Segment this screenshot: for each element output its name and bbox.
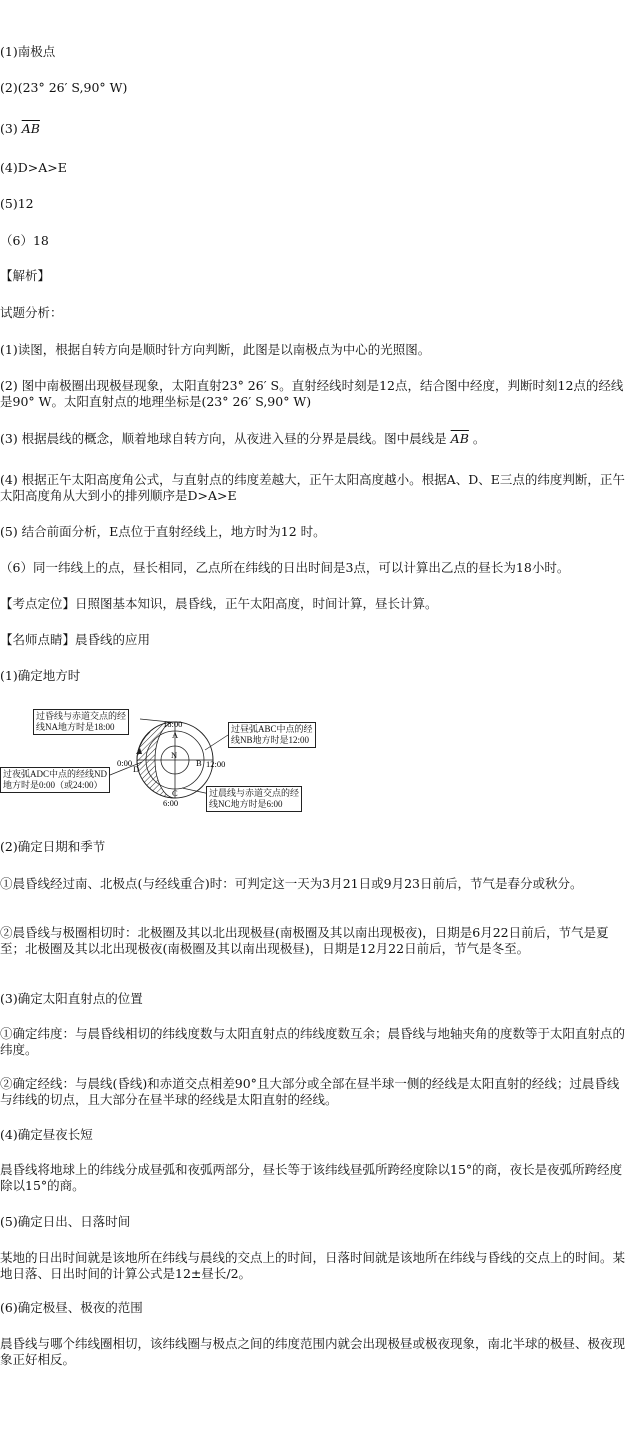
analysis-step-4: (4) 根据正午太阳高度角公式，与直射点的纬度差越大，正午太阳高度越小。根据A、D、E三点的纬度判断，正午太阳高度角从大到小的排列顺序是D>A>E bbox=[0, 472, 625, 503]
callout-na bbox=[33, 709, 129, 735]
answer-4: (4)D>A>E bbox=[0, 160, 67, 175]
callout-nd-line1: 过夜弧ADC中点的经线ND bbox=[3, 769, 108, 779]
analysis-step-3-arc: $\overline{AB}$ bbox=[450, 431, 469, 446]
analysis-intro: 试题分析： bbox=[0, 305, 63, 320]
time-0: 0:00 bbox=[117, 758, 133, 768]
topic-3-item-a: ①确定纬度：与晨昏线相切的纬线度数与太阳直射点的纬线度数互余；晨昏线与地轴夹角的度数等于太阳直射点的纬度。 bbox=[0, 1026, 626, 1057]
answer-3-arc: $\overline{AB}$ bbox=[21, 121, 40, 136]
callout-nc-line1: 过晨线与赤道交点的经 bbox=[209, 788, 300, 798]
topic-3-title: (3)确定太阳直射点的位置 bbox=[0, 991, 143, 1006]
point-c: C bbox=[172, 788, 178, 798]
answer-6: （6）18 bbox=[0, 233, 49, 248]
analysis-step-1: (1)读图，根据自转方向是顺时针方向判断，此图是以南极点为中心的光照图。 bbox=[0, 342, 431, 357]
terminator-diagram bbox=[0, 700, 320, 818]
time-18: 18:00 bbox=[163, 719, 183, 729]
kaodian-line: 【考点定位】日照图基本知识，晨昏线，正午太阳高度，时间计算，昼长计算。 bbox=[0, 596, 438, 611]
topic-2-item-a: ①晨昏线经过南、北极点(与经线重合)时：可判定这一天为3月21日或9月23日前后，节气是春分或秋分。 bbox=[0, 876, 583, 891]
topic-4-title: (4)确定昼夜长短 bbox=[0, 1127, 93, 1142]
analysis-step-3-end: 。 bbox=[472, 431, 486, 446]
callout-nc bbox=[206, 786, 302, 812]
mingshi-heading: 【名师点睛】晨昏线的应用 bbox=[0, 632, 151, 647]
point-d: D bbox=[133, 764, 140, 774]
callout-na-line2: 线NA地方时是18:00 bbox=[36, 722, 115, 732]
topic-6-text: 晨昏线与哪个纬线圈相切，该纬线圈与极点之间的纬度范围内就会出现极昼或极夜现象，南北半球的极昼、极夜现象正好相反。 bbox=[0, 1336, 626, 1367]
callout-nd-line2: 地方时是0:00（或24:00） bbox=[3, 780, 103, 790]
callout-nb-line2: 线NB地方时是12:00 bbox=[231, 735, 310, 745]
callout-nd bbox=[0, 767, 110, 793]
topic-3-item-b: ②确定经线：与晨线(昏线)和赤道交点相差90°且大部分或全部在昼半球一侧的经线是太阳直射的经线；过晨昏线与纬线的切点，且大部分在昼半球的经线是太阳直射的经线。 bbox=[0, 1076, 620, 1107]
topic-2-item-b: ②晨昏线与极圈相切时：北极圈及其以北出现极昼(南极圈及其以南出现极夜)，日期是6月22日前后，节气是夏至；北极圈及其以北出现极夜(南极圈及其以南出现极昼)，日期是12月22日前后，节气是冬至。 bbox=[0, 925, 609, 956]
topic-5-text: 某地的日出时间就是该地所在纬线与晨线的交点上的时间，日落时间就是该地所在纬线与昏线的交点上的时间。某地日落、日出时间的计算公式是12±昼长/2。 bbox=[0, 1250, 626, 1281]
point-b: B bbox=[196, 758, 202, 768]
answer-5: (5)12 bbox=[0, 196, 34, 211]
point-a: A bbox=[172, 730, 179, 740]
analysis-step-3-text: (3) 根据晨线的概念，顺着地球自转方向，从夜进入昼的分界是晨线。图中晨线是 bbox=[0, 431, 447, 446]
analysis-step-3 bbox=[0, 431, 630, 447]
topic-6-title: (6)确定极昼、极夜的范围 bbox=[0, 1300, 143, 1315]
time-12: 12:00 bbox=[206, 759, 226, 769]
callout-nb bbox=[228, 722, 316, 748]
analysis-step-5: (5) 结合前面分析，E点位于直射经线上，地方时为12 时。 bbox=[0, 524, 326, 539]
topic-5-title: (5)确定日出、日落时间 bbox=[0, 1214, 131, 1229]
analysis-step-2: (2) 图中南极圈出现极昼现象，太阳直射23° 26′ S。直射经线时刻是12点，结合图中经度，判断时刻12点的经线是90° W。太阳直射点的地理坐标是(23° 26′ S,90° W) bbox=[0, 378, 624, 409]
callout-nb-line1: 过昼弧ABC中点的经 bbox=[231, 724, 313, 734]
answer-3-prefix: (3) bbox=[0, 121, 18, 136]
topic-4-text: 晨昏线将地球上的纬线分成昼弧和夜弧两部分，昼长等于该纬线昼弧所跨经度除以15°的商，夜长是夜弧所跨经度除以15°的商。 bbox=[0, 1162, 623, 1193]
callout-na-line1: 过昏线与赤道交点的经 bbox=[36, 711, 127, 721]
topic-1-title: (1)确定地方时 bbox=[0, 668, 81, 683]
analysis-step-6: （6）同一纬线上的点，昼长相同，乙点所在纬线的日出时间是3点，可以计算出乙点的昼长为18小时。 bbox=[0, 560, 570, 575]
answer-3 bbox=[0, 121, 630, 137]
answer-1: (1)南极点 bbox=[0, 44, 56, 59]
topic-2-title: (2)确定日期和季节 bbox=[0, 839, 106, 854]
answer-2: (2)(23° 26′ S,90° W) bbox=[0, 80, 128, 95]
point-n: N bbox=[171, 750, 178, 760]
time-6: 6:00 bbox=[163, 798, 179, 808]
analysis-heading: 【解析】 bbox=[0, 268, 51, 283]
callout-nc-line2: 线NC地方时是6:00 bbox=[209, 799, 283, 809]
